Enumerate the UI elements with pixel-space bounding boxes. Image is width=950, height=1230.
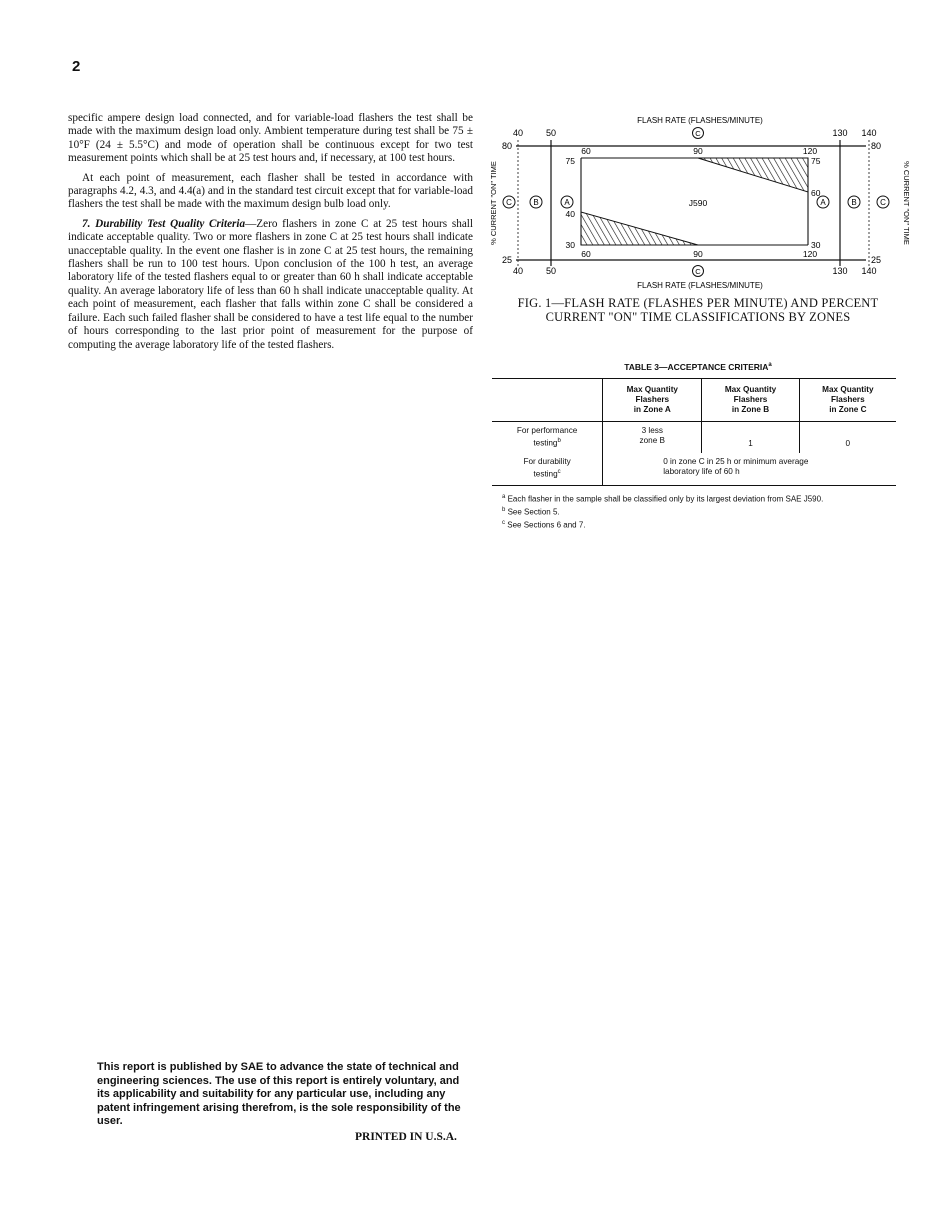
bottom-tick-130: 130	[832, 266, 848, 276]
header-zone-a: Max Quantity Flashers in Zone A	[603, 379, 702, 422]
right-tick-80: 80	[871, 141, 882, 151]
flash-rate-figure	[488, 114, 912, 294]
svg-text:A: A	[820, 198, 826, 207]
zone-c-right-marker	[877, 196, 889, 208]
inner-bottom-tick-90: 90	[693, 249, 703, 259]
top-axis-title: FLASH RATE (FLASHES/MINUTE)	[637, 116, 763, 125]
left-axis-title: % CURRENT "ON" TIME	[489, 161, 498, 245]
table-title-footnote-mark: a	[768, 362, 772, 369]
paragraph-test-conditions: specific ampere design load connected, and for variable-load flashers the test shall be made with the maximum design load only. Ambient temperature during test shall be 75 ± 10°F (24 ± 5.5°C) and mode of operation shall be continuous except for two test measurement points which shall be at 25 test hours and, if necessary, at 100 test hours.	[68, 112, 473, 165]
footnote-c: $^c$ See Sections 6 and 7.	[502, 520, 586, 530]
svg-text:C: C	[506, 198, 512, 207]
right-tick-60: 60	[811, 188, 821, 198]
upper-right-hatched-region	[698, 158, 808, 192]
paragraph-measurement: At each point of measurement, each flasher shall be tested in accordance with paragraphs 4.2, 4.3, and 4.4(a) and in the standard test circuit except that for variable-load flashers the test shall be made with the maximum design bulb load only.	[68, 171, 473, 211]
zone-c-left-marker	[503, 196, 515, 208]
row-performance-zone-c: 0	[799, 422, 896, 453]
table-row-durability	[492, 453, 896, 486]
svg-text:B: B	[533, 198, 539, 207]
top-tick-40: 40	[512, 128, 524, 138]
printed-in-usa: PRINTED IN U.S.A.	[355, 1131, 457, 1143]
inner-bottom-tick-60: 60	[581, 249, 591, 259]
table-title	[492, 362, 904, 372]
bottom-axis-title: FLASH RATE (FLASHES/MINUTE)	[637, 281, 763, 290]
svg-text:A: A	[564, 198, 570, 207]
top-tick-50: 50	[545, 128, 557, 138]
row-performance-label: For performance testing$^b$	[516, 426, 578, 448]
top-tick-140: 140	[861, 128, 877, 138]
acceptance-criteria-table	[492, 378, 896, 486]
zone-a-left-marker	[561, 196, 573, 208]
left-tick-25: 25	[501, 255, 512, 265]
bottom-tick-40: 40	[512, 266, 524, 276]
bottom-tick-50: 50	[545, 266, 557, 276]
left-tick-80: 80	[501, 141, 512, 151]
zone-c-bottom-marker	[693, 266, 704, 277]
right-tick-25: 25	[871, 255, 882, 265]
svg-text:C: C	[695, 267, 701, 276]
inner-bottom-tick-120: 120	[802, 249, 818, 259]
lower-left-hatched-region	[581, 212, 698, 245]
row-performance-zone-a: 3 less zone B	[603, 422, 702, 453]
header-zone-b: Max Quantity Flashers in Zone B	[702, 379, 799, 422]
table-footnotes	[502, 492, 904, 531]
table-row-performance	[492, 422, 896, 453]
sae-disclaimer: This report is published by SAE to advance the state of technical and engineering sciences. The use of this report is entirely voluntary, and its applicability and suitability for any particular use, including any patent infringement arising therefrom, is the sole responsibility of the user.	[97, 1061, 461, 1127]
zone-c-top-label: C	[695, 129, 701, 138]
table-title-text: TABLE 3—ACCEPTANCE CRITERIA	[624, 362, 769, 372]
footnote-b: $^b$ See Section 5.	[502, 507, 560, 517]
header-label-column	[492, 379, 603, 422]
row-performance-zone-b: 1	[702, 422, 799, 453]
footnote-a: $^a$ Each flasher in the sample shall be classified only by its largest deviation from SAE J590.	[502, 494, 824, 504]
j590-center-label: J590	[688, 198, 708, 208]
svg-text:B: B	[851, 198, 857, 207]
left-tick-30: 30	[565, 240, 575, 250]
zone-c-top-marker	[693, 128, 704, 139]
inner-top-tick-60: 60	[581, 146, 591, 156]
svg-text:C: C	[880, 198, 886, 207]
header-zone-c: Max Quantity Flashers in Zone C	[799, 379, 896, 422]
inner-top-tick-90: 90	[693, 146, 703, 156]
zone-b-right-marker	[848, 196, 860, 208]
body-text-column	[68, 112, 473, 358]
section-7-title: 7. Durability Test Quality Criteria	[82, 217, 246, 230]
left-tick-40: 40	[565, 209, 575, 219]
left-tick-75: 75	[565, 156, 575, 166]
right-axis-title: % CURRENT "ON" TIME	[902, 161, 911, 245]
section-7-text: —Zero flashers in zone C at 25 test hours shall indicate acceptable quality. Two or more flashers in zone C at 25 test hours shall indicate unacceptable quality. In the event one flasher is in zone C at 25 test hours, the remaining flashers shall be run to 100 test hours. Upon conclusion of the 100 h test, an average laboratory life of the tested flashers equal to or greater than 60 h shall indicate acceptable quality. An average laboratory life of less than 60 h shall indicate unacceptable quality. At each point of measurement, each flasher that falls within zone C shall be considered a failure. Each such failed flasher shall be considered to have a test life equal to the number of hours corresponding to the last prior point of measurement for the purpose of computing the average laboratory life of the tested flashers.	[68, 217, 474, 351]
page-number: 2	[72, 58, 81, 75]
row-durability-criteria: 0 in zone C in 25 h or minimum average laboratory life of 60 h	[603, 453, 896, 486]
bottom-tick-140: 140	[861, 266, 877, 276]
paragraph-section-7	[68, 218, 473, 352]
zone-a-right-marker	[817, 196, 829, 208]
table-header-row	[492, 379, 896, 422]
inner-top-tick-120: 120	[802, 146, 818, 156]
figure-caption: FIG. 1—FLASH RATE (FLASHES PER MINUTE) AND PERCENT CURRENT "ON" TIME CLASSIFICATIONS BY ZONES	[517, 296, 879, 324]
right-tick-75: 75	[811, 156, 821, 166]
row-durability-label: For durability testing$^c$	[492, 453, 603, 486]
top-tick-130: 130	[832, 128, 848, 138]
zone-b-left-marker	[530, 196, 542, 208]
right-tick-30: 30	[811, 240, 821, 250]
